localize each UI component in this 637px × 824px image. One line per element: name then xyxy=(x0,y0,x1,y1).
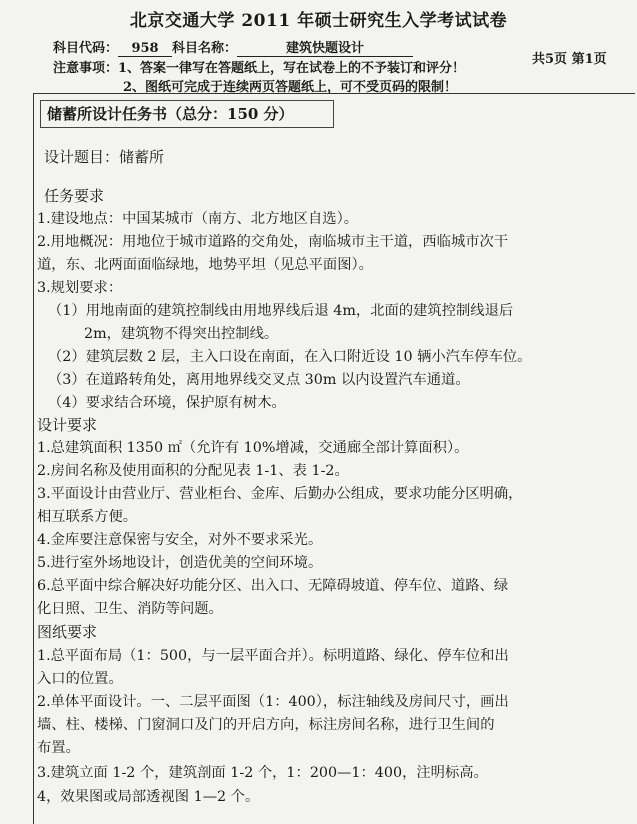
design-topic: 设计题目：储蓄所 xyxy=(44,148,165,166)
text-line: 墙、柱、楼梯、门窗洞口及门的开启方向，标注房间名称，进行卫生间的 xyxy=(37,717,495,733)
text-line: 3.建筑立面 1-2 个，建筑剖面 1-2 个，1：200—1：400，注明标高。 xyxy=(37,765,488,781)
text-line: 6.总平面中综合解决好功能分区、出入口、无障碍坡道、停车位、道路、绿 xyxy=(37,578,509,594)
text-line: 布置。 xyxy=(37,740,80,756)
text-line: 4.金库要注意保密与安全，对外不要求采光。 xyxy=(37,532,323,548)
text-line: （2）建筑层数 2 层，主入口设在南面，在入口附近设 10 辆小汽车停车位。 xyxy=(48,349,532,365)
text-line: 3.平面设计由营业厅、营业柜台、金库、后勤办公组成，要求功能分区明确， xyxy=(37,486,523,502)
text-line: 化日照、卫生、消防等问题。 xyxy=(37,601,223,617)
text-line: 2.用地概况：用地位于城市道路的交角处，南临城市主干道，西临城市次干 xyxy=(37,234,509,250)
text-line: （3）在道路转角处，离用地界线交叉点 30m 以内设置汽车通道。 xyxy=(48,372,470,388)
text-line: 入口的位置。 xyxy=(37,671,123,687)
subject-row xyxy=(53,37,413,57)
text-line: 1.总建筑面积 1350 ㎡（允许有 10%增减，交通廊全部计算面积）。 xyxy=(37,440,469,456)
notes-row-1 xyxy=(53,57,465,76)
text-line: 相互联系方便。 xyxy=(37,509,138,525)
notes-label: 注意事项： xyxy=(53,61,119,76)
subject-code-label: 科目代码： xyxy=(53,41,119,56)
text-line: （1）用地南面的建筑控制线由用地界线后退 4m，北面的建筑控制线退后 xyxy=(48,303,514,319)
page-count: 共5页 第1页 xyxy=(532,52,607,67)
text-line: 1.总平面布局（1：500，与一层平面合并）。标明道路、绿化、停车位和出 xyxy=(37,648,509,664)
text-line: 2.单体平面设计。一、二层平面图（1：400），标注轴线及房间尺寸，画出 xyxy=(37,694,509,710)
subject-name-value: 建筑快题设计 xyxy=(237,37,413,57)
task-title: 储蓄所设计任务书（总分：150 分） xyxy=(40,100,334,128)
text-line: 2m，建筑物不得突出控制线。 xyxy=(84,326,279,342)
exam-title: 北京交通大学 2011 年硕士研究生入学考试试卷 xyxy=(129,11,508,31)
text-line: 2.房间名称及使用面积的分配见表 1-1、表 1-2。 xyxy=(37,463,349,479)
text-line: 5.进行室外场地设计，创造优美的空间环境。 xyxy=(37,555,323,571)
text-line: 1.建设地点：中国某城市（南方、北方地区自选）。 xyxy=(37,211,359,227)
section-task-requirements: 任务要求 xyxy=(44,187,105,205)
subject-code-value: 958 xyxy=(118,41,172,57)
section-drawing-requirements: 图纸要求 xyxy=(37,623,98,641)
subject-name-label: 科目名称： xyxy=(172,41,238,56)
text-line: 4，效果图或局部透视图 1—2 个。 xyxy=(37,789,260,805)
note-1: 1、答案一律写在答题纸上，写在试卷上的不予装订和评分！ xyxy=(118,61,466,76)
text-line: 道，东、北两面面临绿地，地势平坦（见总平面图）。 xyxy=(37,257,373,273)
text-line: （4）要求结合环境，保护原有树木。 xyxy=(48,395,286,411)
text-line: 3.规划要求： xyxy=(37,280,123,296)
section-design-requirements: 设计要求 xyxy=(37,416,98,434)
note-2: 2、图纸可完成于连续两页答题纸上，可不受页码的限制！ xyxy=(123,80,458,95)
